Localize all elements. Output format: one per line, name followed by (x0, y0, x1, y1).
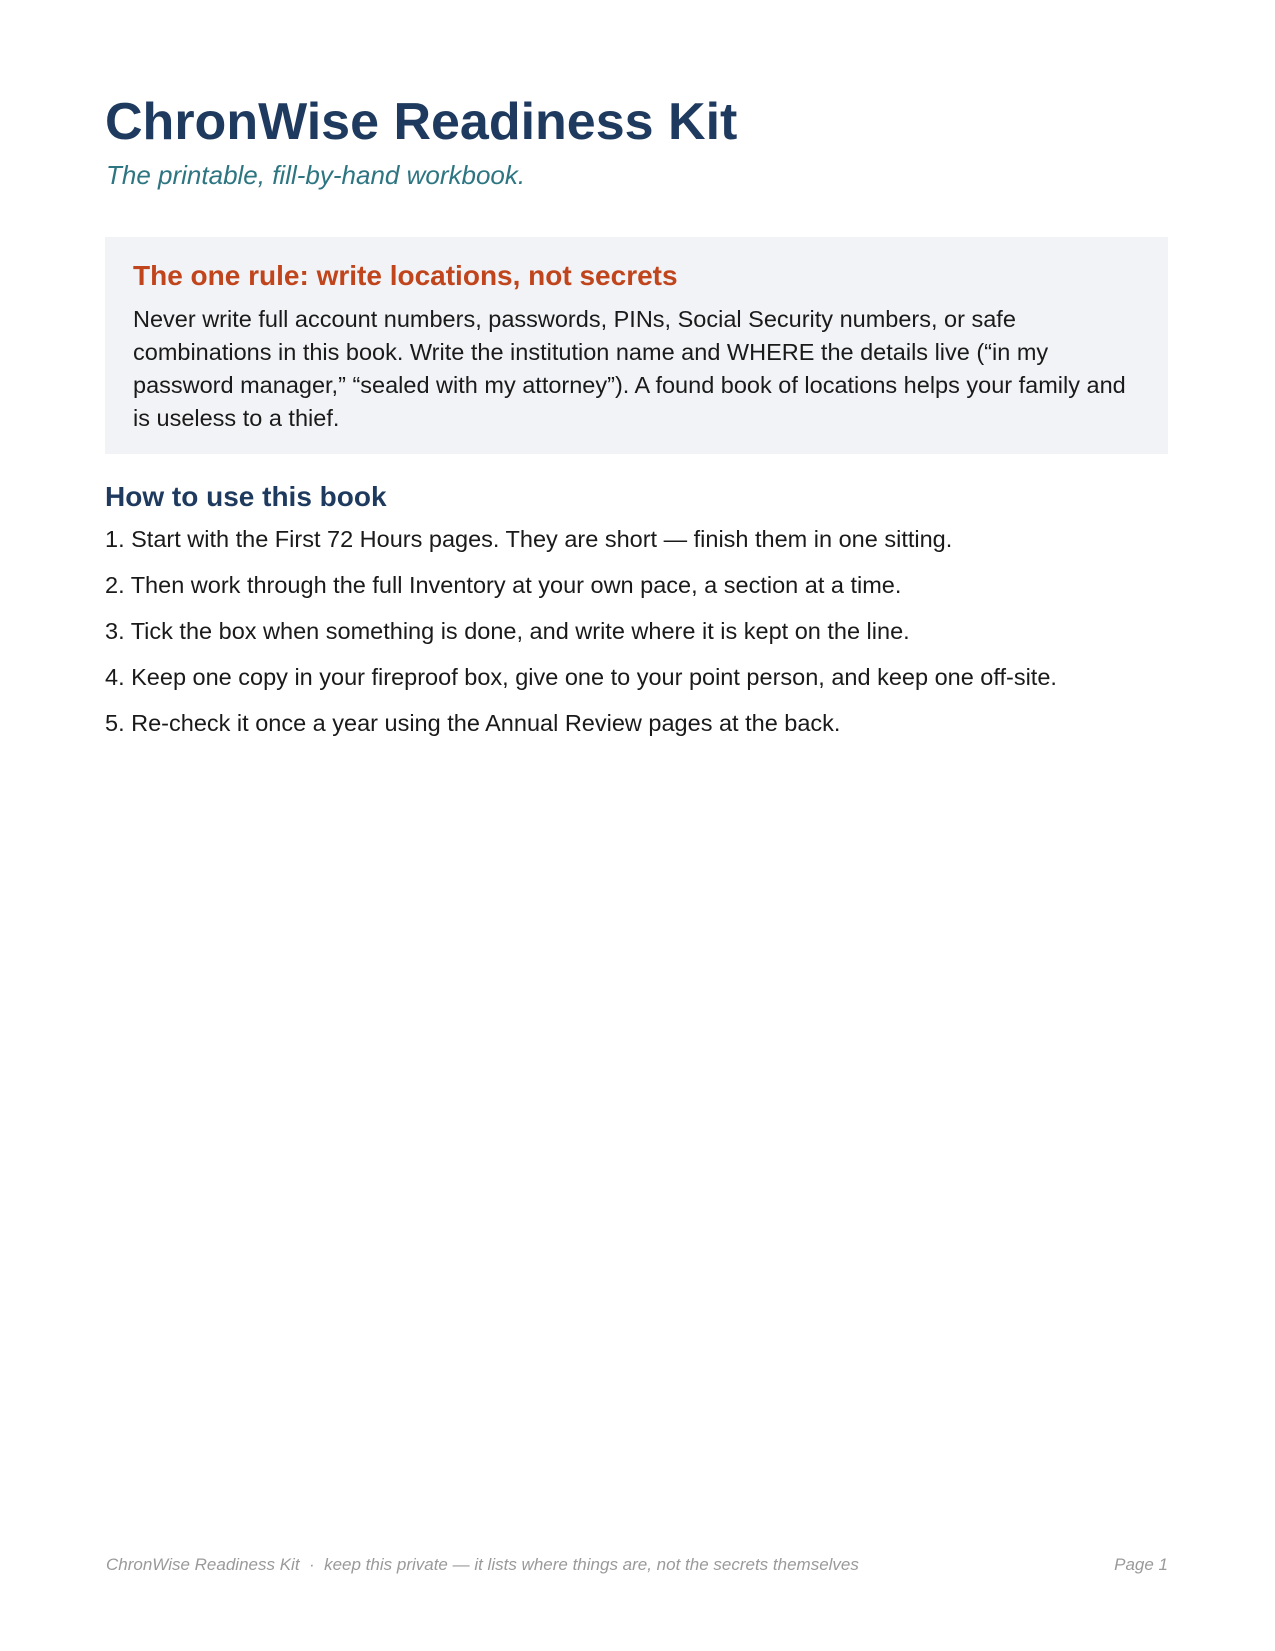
rule-callout (105, 237, 1168, 454)
list-item: 1. Start with the First 72 Hours pages. They are short — finish them in one sitting. (105, 526, 953, 552)
list-item: 3. Tick the box when something is done, and write where it is kept on the line. (105, 618, 910, 644)
list-item: 5. Re-check it once a year using the Annual Review pages at the back. (105, 710, 841, 736)
page-title: ChronWise Readiness Kit (105, 93, 738, 151)
list-item: 2. Then work through the full Inventory at your own pace, a section at a time. (105, 572, 902, 598)
howto-heading: How to use this book (105, 481, 387, 512)
howto-steps-list (105, 524, 1205, 754)
list-item: 4. Keep one copy in your fireproof box, give one to your point person, and keep one off-site. (105, 664, 1057, 690)
callout-body: Never write full account numbers, passwords, PINs, Social Security numbers, or safe combinations in this book. Write the institution name and WHERE the details live (“in my password manager,” “sealed with my attorney”). A found book of locations helps your family and is useless to a thief. (133, 305, 1126, 431)
callout-title: The one rule: write locations, not secrets (133, 260, 678, 291)
footer-page-number: Page 1 (1114, 1555, 1168, 1574)
footer-note: ChronWise Readiness Kit · keep this private — it lists where things are, not the secrets themselves (106, 1555, 859, 1574)
page-subtitle: The printable, fill-by-hand workbook. (106, 160, 526, 190)
